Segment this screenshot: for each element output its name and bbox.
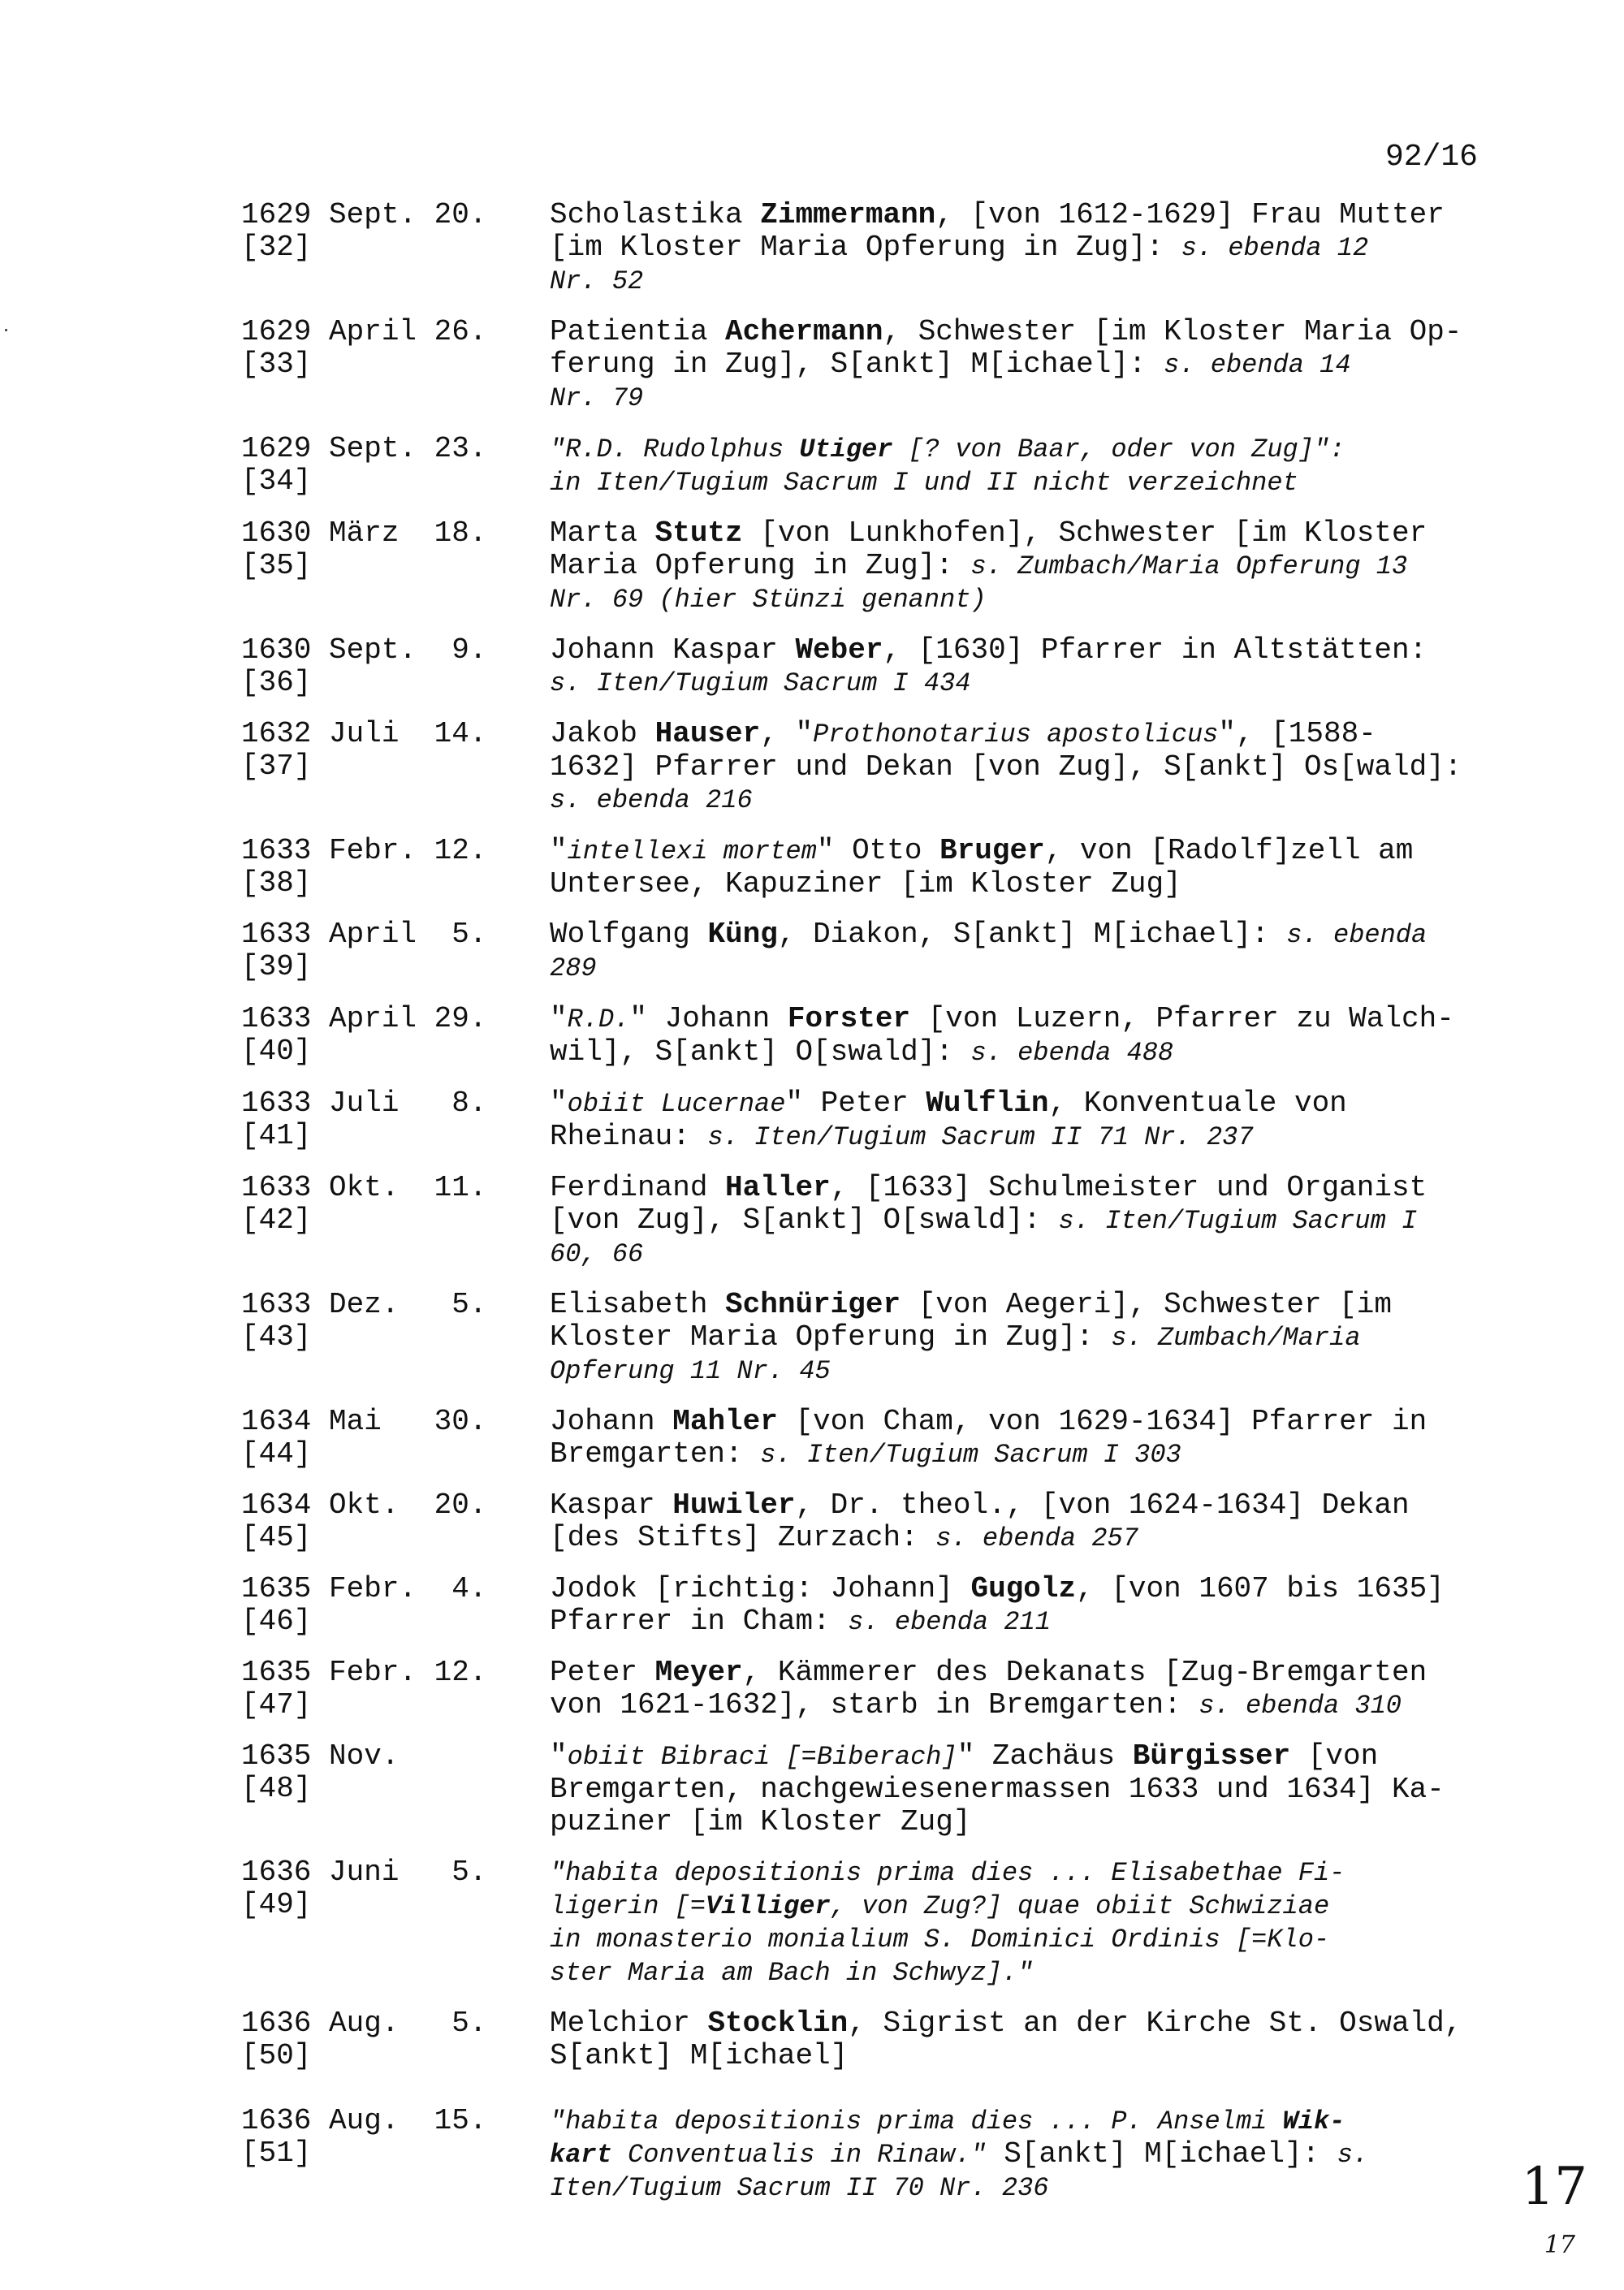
entry-date: 1632 Juli 14. <box>241 717 487 750</box>
entry-date: 1636 Juni 5. <box>241 1856 487 1889</box>
entry-date-cell <box>241 316 550 415</box>
entry-date-cell <box>241 1406 550 1471</box>
entry-date: 1629 April 26. <box>241 315 487 348</box>
entry-number: [37] <box>241 750 312 783</box>
entry-row <box>241 1289 1475 1388</box>
entry-date-cell <box>241 1657 550 1722</box>
entry-number: [49] <box>241 1888 312 1921</box>
entry-number: [33] <box>241 348 312 381</box>
entry-date: 1629 Sept. 23. <box>241 432 487 465</box>
entry-date-cell <box>241 2007 550 2072</box>
entry-text: Jakob Hauser, "Prothonotarius apostolicus", [1588- 1632] Pfarrer und Dekan [von Zug], S[ankt] Os[wald]: s. ebenda 216 <box>550 717 1462 815</box>
entry-text: Jodok [richtig: Johann] Gugolz, [von 1607 bis 1635] Pfarrer in Cham: s. ebenda 211 <box>550 1572 1445 1638</box>
entry-date: 1633 Juli 8. <box>241 1087 487 1120</box>
entry-list <box>241 199 1475 2223</box>
handwritten-small-number: 17 <box>1544 2231 1575 2259</box>
entry-row <box>241 1657 1475 1722</box>
entry-row <box>241 199 1475 298</box>
entry-row <box>241 1406 1475 1471</box>
entry-date-cell <box>241 1172 550 1271</box>
entry-date: 1633 Dez. 5. <box>241 1288 487 1321</box>
handwritten-folio-number: 17 <box>1521 2157 1587 2217</box>
entry-date-cell <box>241 1489 550 1555</box>
entry-number: [47] <box>241 1688 312 1722</box>
entry-row <box>241 1087 1475 1154</box>
entry-number: [51] <box>241 2137 312 2170</box>
entry-row <box>241 1856 1475 1990</box>
entry-date-cell <box>241 517 550 616</box>
entry-text: Marta Stutz [von Lunkhofen], Schwester [im Kloster Maria Opferung in Zug]: s. Zumbach/Maria Opferung 13 Nr. 69 (hier Stünzi genannt) <box>550 516 1427 615</box>
entry-date: 1633 April 29. <box>241 1002 487 1035</box>
entry-row <box>241 517 1475 616</box>
entry-text: "habita depositionis prima dies ... P. Anselmi Wik- kart Conventualis in Rinaw." S[ankt] M[ichael]: s. Iten/Tugium Sacrum II 70 Nr. 236 <box>550 2106 1369 2203</box>
entry-number: [40] <box>241 1035 312 1068</box>
entry-date: 1636 Aug. 5. <box>241 2007 487 2040</box>
entry-text: Ferdinand Haller, [1633] Schulmeister und Organist [von Zug], S[ankt] O[swald]: s. Iten/Tugium Sacrum I 60, 66 <box>550 1171 1427 1269</box>
entry-text: Kaspar Huwiler, Dr. theol., [von 1624-1634] Dekan [des Stifts] Zurzach: s. ebenda 257 <box>550 1488 1410 1554</box>
entry-date-cell <box>241 1003 550 1069</box>
entry-row <box>241 2105 1475 2205</box>
entry-text: "obiit Bibraci [=Biberach]" Zachäus Bürgisser [von Bremgarten, nachgewiesenermassen 1633 und 1634] Ka- puziner [im Kloster Zug] <box>550 1739 1445 1838</box>
entry-row <box>241 1573 1475 1639</box>
entry-row <box>241 1172 1475 1271</box>
entry-number: [36] <box>241 666 312 699</box>
entry-text: "obiit Lucernae" Peter Wulflin, Konventuale von Rheinau: s. Iten/Tugium Sacrum II 71 Nr. 237 <box>550 1087 1347 1153</box>
entry-row <box>241 433 1475 499</box>
entry-number: [50] <box>241 2039 312 2072</box>
margin-mark <box>5 329 7 331</box>
entry-row <box>241 1489 1475 1555</box>
entry-date-cell <box>241 1573 550 1639</box>
entry-text: Melchior Stocklin, Sigrist an der Kirche St. Oswald, S[ankt] M[ichael] <box>550 2007 1462 2072</box>
entry-date: 1633 Febr. 12. <box>241 834 487 867</box>
entry-row <box>241 316 1475 415</box>
entry-text: Wolfgang Küng, Diakon, S[ankt] M[ichael]: s. ebenda 289 <box>550 918 1427 983</box>
entry-date-cell <box>241 199 550 298</box>
entry-text: Johann Mahler [von Cham, von 1629-1634] Pfarrer in Bremgarten: s. Iten/Tugium Sacrum I 303 <box>550 1405 1427 1471</box>
entry-number: [46] <box>241 1605 312 1638</box>
entry-text: "R.D. Rudolphus Utiger [? von Baar, oder von Zug]": in Iten/Tugium Sacrum I und II nicht verzeichnet <box>550 434 1345 498</box>
entry-number: [32] <box>241 231 312 264</box>
entry-date: 1630 Sept. 9. <box>241 633 487 667</box>
entry-text: Johann Kaspar Weber, [1630] Pfarrer in Altstätten: s. Iten/Tugium Sacrum I 434 <box>550 633 1427 698</box>
entry-number: [39] <box>241 950 312 983</box>
entry-text: "R.D." Johann Forster [von Luzern, Pfarrer zu Walch- wil], S[ankt] O[swald]: s. ebenda 488 <box>550 1002 1454 1069</box>
entry-date: 1635 Nov. <box>241 1739 400 1773</box>
entry-date: 1636 Aug. 15. <box>241 2104 487 2137</box>
entry-row <box>241 718 1475 817</box>
entry-date-cell <box>241 1087 550 1154</box>
entry-number: [41] <box>241 1119 312 1152</box>
entry-row <box>241 1740 1475 1838</box>
entry-row <box>241 1003 1475 1069</box>
entry-date: 1629 Sept. 20. <box>241 198 487 231</box>
entry-number: [48] <box>241 1772 312 1805</box>
page-number: 92/16 <box>1384 140 1478 175</box>
entry-number: [38] <box>241 866 312 900</box>
entry-date: 1633 Okt. 11. <box>241 1171 487 1204</box>
entry-text: "habita depositionis prima dies ... Elisabethae Fi- ligerin [=Villiger, von Zug?] quae obiit Schwiziae in monasterio monialium S. Dominici Ordinis [=Klo- ster Maria am Bach in Schwyz]." <box>550 1858 1345 1988</box>
entry-number: [43] <box>241 1320 312 1354</box>
entry-number: [45] <box>241 1521 312 1554</box>
entry-date: 1630 März 18. <box>241 516 487 550</box>
entry-text: Peter Meyer, Kämmerer des Dekanats [Zug-Bremgarten von 1621-1632], starb in Bremgarten: s. ebenda 310 <box>550 1656 1427 1722</box>
entry-date: 1635 Febr. 4. <box>241 1572 487 1605</box>
entry-text: Scholastika Zimmermann, [von 1612-1629] Frau Mutter [im Kloster Maria Opferung in Zug]: s. ebenda 12 Nr. 52 <box>550 198 1445 296</box>
entry-date-cell <box>241 918 550 985</box>
entry-date-cell <box>241 835 550 901</box>
entry-date-cell <box>241 2105 550 2205</box>
entry-date-cell <box>241 718 550 817</box>
entry-row <box>241 918 1475 985</box>
entry-date: 1633 April 5. <box>241 918 487 951</box>
entry-date-cell <box>241 1856 550 1990</box>
entry-text: Patientia Achermann, Schwester [im Kloster Maria Op- ferung in Zug], S[ankt] M[ichael]: s. ebenda 14 Nr. 79 <box>550 315 1462 413</box>
entry-number: [42] <box>241 1203 312 1237</box>
entry-number: [34] <box>241 464 312 498</box>
entry-date: 1635 Febr. 12. <box>241 1656 487 1689</box>
entry-date: 1634 Mai 30. <box>241 1405 487 1438</box>
entry-row <box>241 2007 1475 2072</box>
entry-date: 1634 Okt. 20. <box>241 1488 487 1522</box>
entry-number: [44] <box>241 1437 312 1471</box>
entry-date-cell <box>241 433 550 499</box>
entry-row <box>241 634 1475 700</box>
entry-date-cell <box>241 634 550 700</box>
entry-text: "intellexi mortem" Otto Bruger, von [Radolf]zell am Untersee, Kapuziner [im Kloster Zug] <box>550 834 1414 901</box>
entry-date-cell <box>241 1289 550 1388</box>
entry-text: Elisabeth Schnüriger [von Aegeri], Schwester [im Kloster Maria Opferung in Zug]: s. Zumbach/Maria Opferung 11 Nr. 45 <box>550 1288 1392 1386</box>
entry-date-cell <box>241 1740 550 1838</box>
entry-row <box>241 835 1475 901</box>
entry-number: [35] <box>241 549 312 582</box>
